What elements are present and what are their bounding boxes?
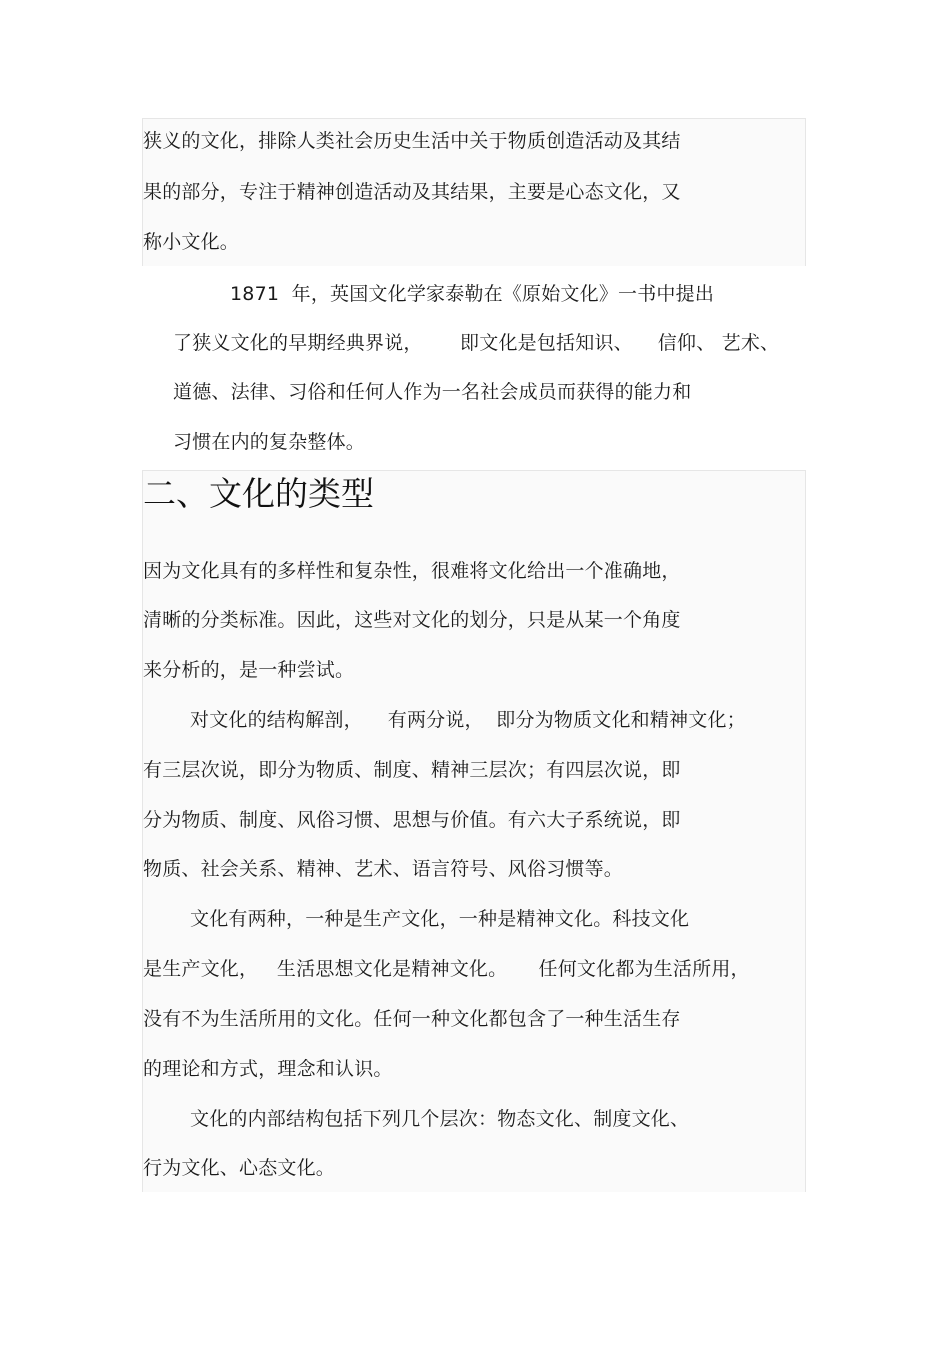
paragraph-line: 了狭义文化的早期经典界说， 即文化是包括知识、 信仰、 艺术、 (173, 332, 780, 354)
paragraph-line: 果的部分，专注于精神创造活动及其结果，主要是心态文化，又 (143, 181, 681, 203)
paragraph-line: 来分析的，是一种尝试。 (143, 659, 355, 681)
paragraph-line: 因为文化具有的多样性和复杂性，很难将文化给出一个准确地， (143, 560, 681, 582)
paragraph-line: 狭义的文化，排除人类社会历史生活中关于物质创造活动及其结 (143, 130, 681, 152)
paragraph-line: 道德、法律、习俗和任何人作为一名社会成员而获得的能力和 (173, 381, 692, 403)
paragraph-line: 清晰的分类标准。因此，这些对文化的划分，只是从某一个角度 (143, 609, 681, 631)
paragraph-line: 习惯在内的复杂整体。 (173, 431, 366, 453)
paragraph-line: 称小文化。 (143, 231, 240, 253)
paragraph-line: 文化的内部结构包括下列几个层次：物态文化、制度文化、 (190, 1108, 690, 1130)
paragraph-line: 分为物质、制度、风俗习惯、思想与价值。有六大子系统说，即 (143, 809, 681, 831)
paragraph-line: 有三层次说，即分为物质、制度、精神三层次；有四层次说，即 (143, 759, 681, 781)
paragraph-line: 没有不为生活所用的文化。任何一种文化都包含了一种生活生存 (143, 1008, 681, 1030)
paragraph-line: 1871 年，英国文化学家泰勒在《原始文化》一书中提出 (230, 283, 715, 305)
paragraph-line: 行为文化、心态文化。 (143, 1157, 336, 1179)
paragraph-line: 对文化的结构解剖， 有两分说， 即分为物质文化和精神文化； (190, 709, 746, 731)
paragraph-line: 的理论和方式，理念和认识。 (143, 1058, 393, 1080)
section-heading: 二、文化的类型 (143, 474, 374, 513)
paragraph-line: 物质、社会关系、精神、艺术、语言符号、风俗习惯等。 (143, 858, 624, 880)
paragraph-line: 文化有两种，一种是生产文化，一种是精神文化。科技文化 (190, 908, 690, 930)
paragraph-line: 是生产文化， 生活思想文化是精神文化。 任何文化都为生活所用， (143, 958, 750, 980)
